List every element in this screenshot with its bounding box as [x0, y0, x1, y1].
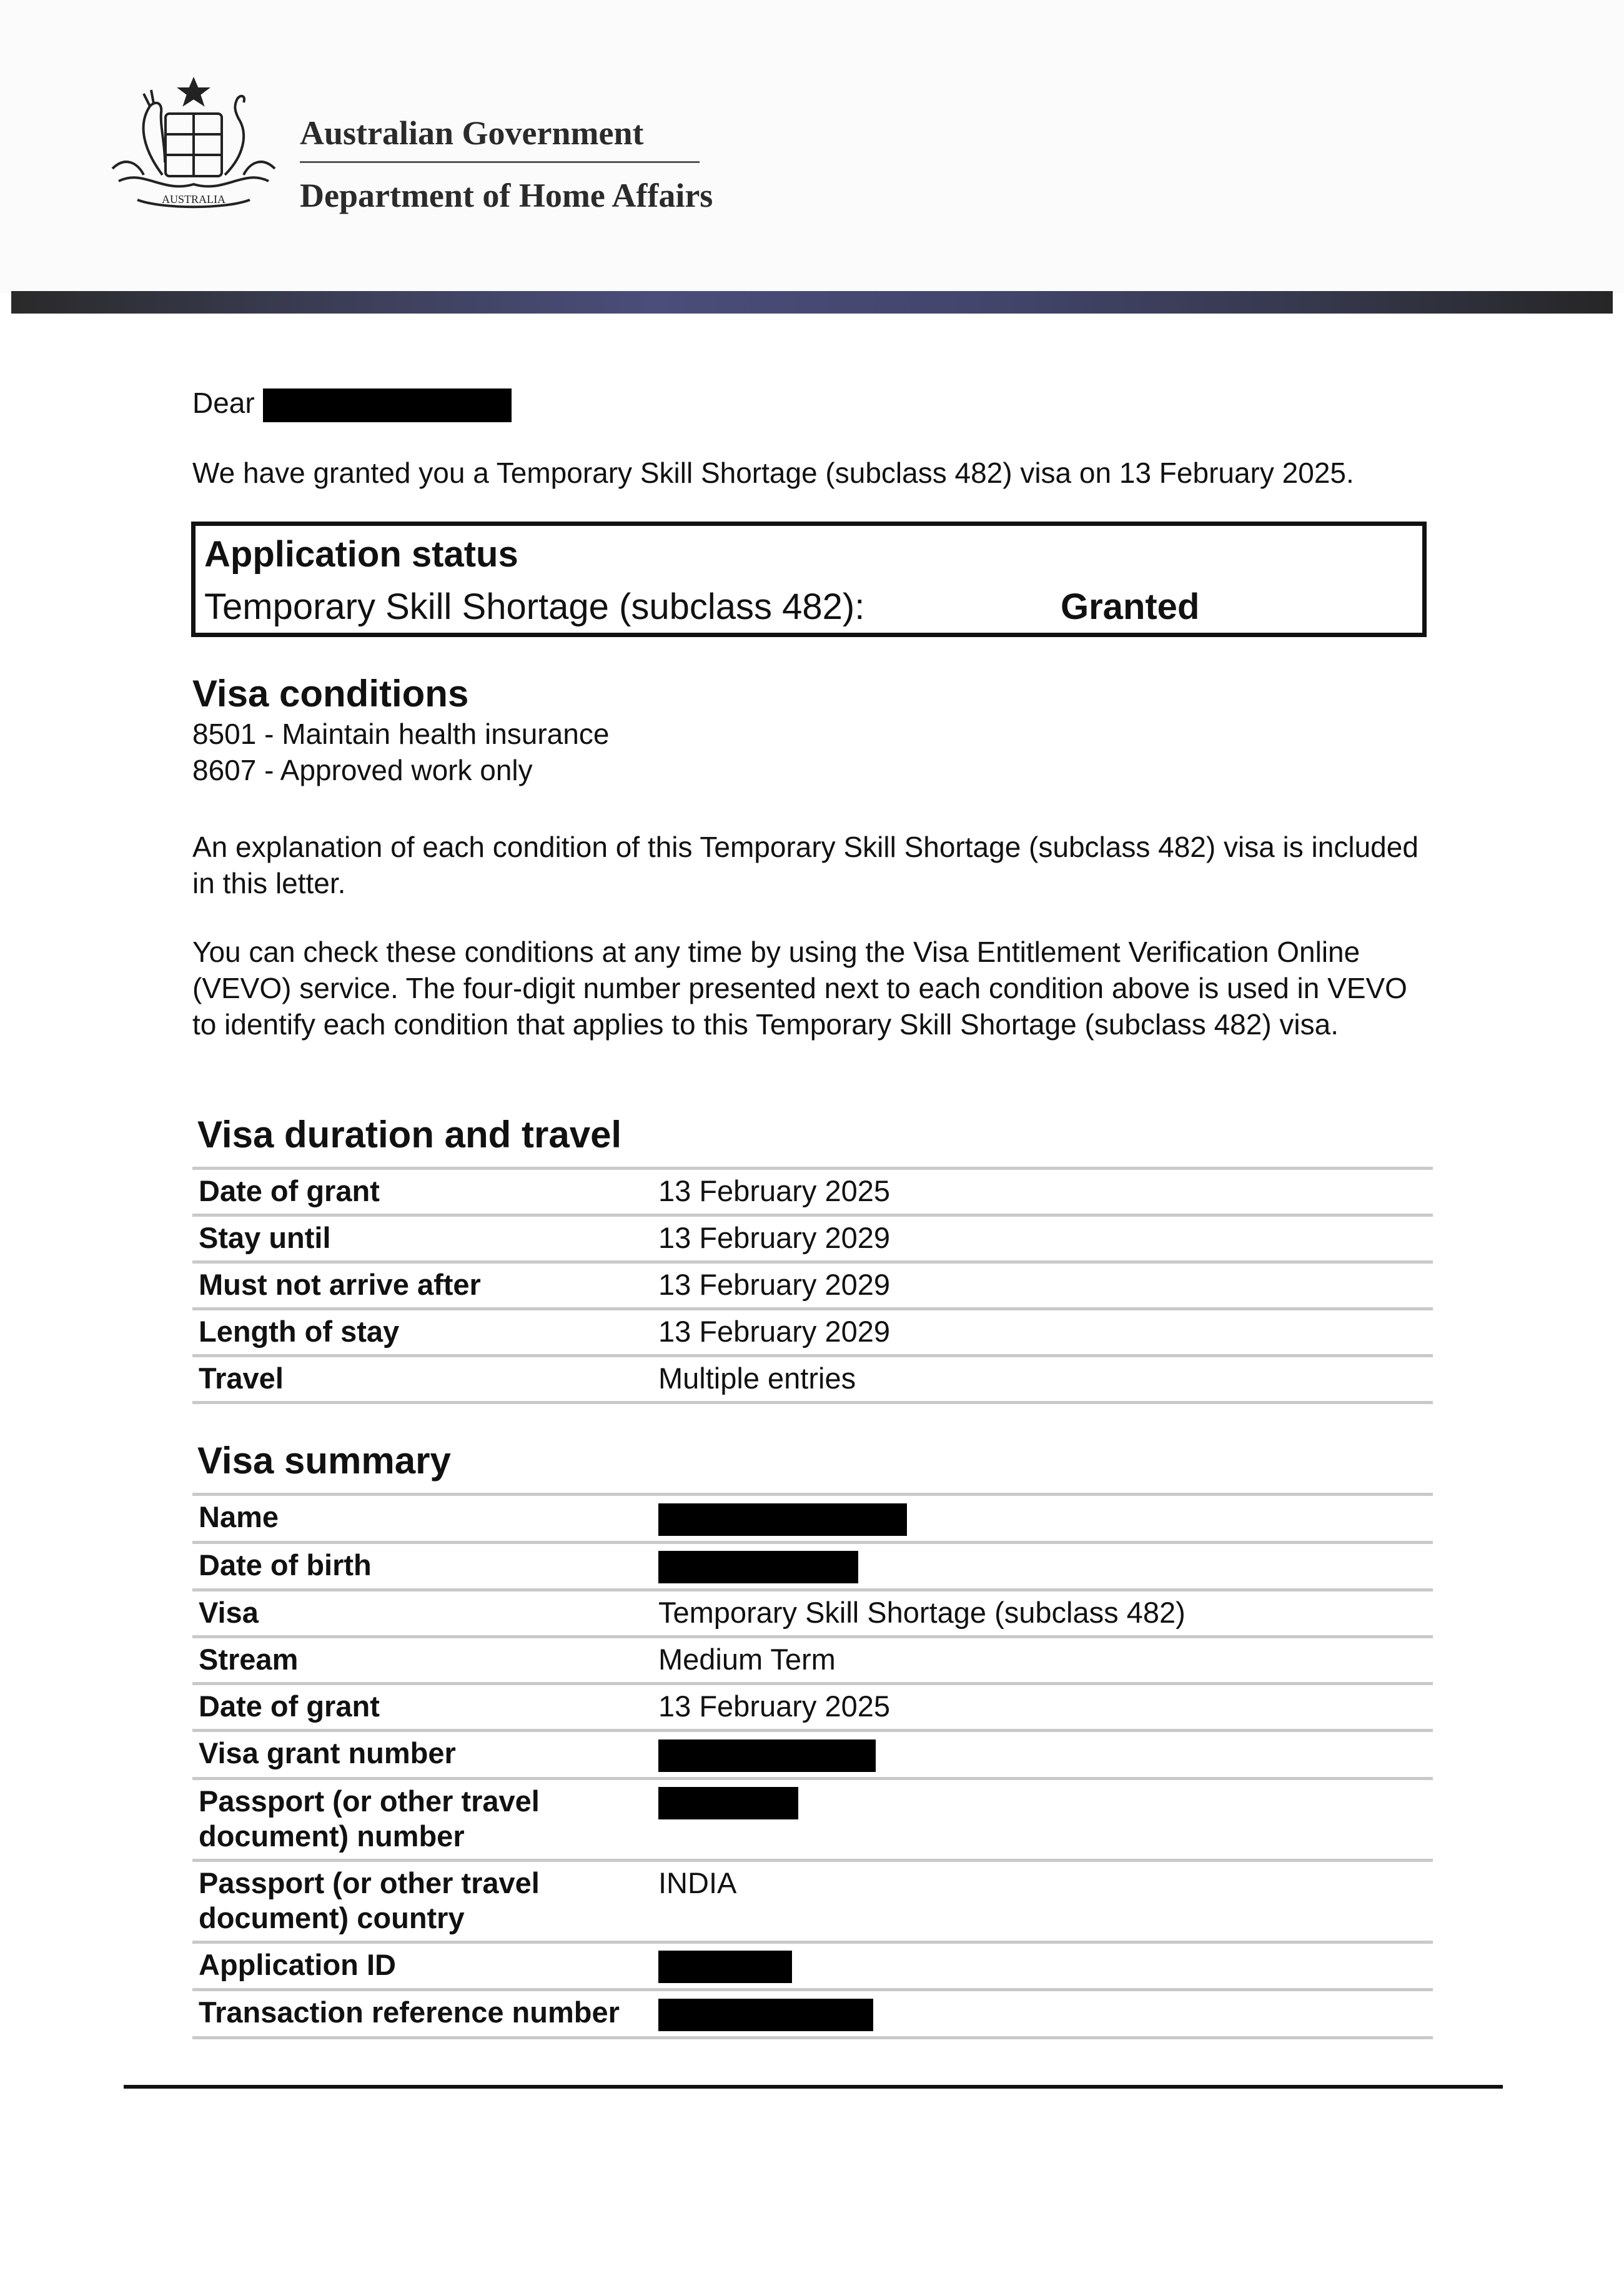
redacted-transaction-reference [658, 1999, 873, 2031]
redacted-date-of-birth [658, 1551, 858, 1583]
row-label: Date of grant [192, 1169, 652, 1215]
table-row [192, 1590, 1433, 1637]
table-row [192, 1637, 1433, 1684]
row-value [652, 1778, 1433, 1860]
application-status-box [191, 522, 1427, 637]
svg-text:AUSTRALIA: AUSTRALIA [162, 193, 225, 205]
table-row [192, 1356, 1433, 1403]
row-value: Multiple entries [652, 1356, 1433, 1403]
row-label: Travel [192, 1356, 652, 1403]
row-value: Temporary Skill Shortage (subclass 482) [652, 1590, 1433, 1637]
row-value: Medium Term [652, 1637, 1433, 1684]
table-row [192, 1169, 1433, 1215]
row-value: 13 February 2029 [652, 1309, 1433, 1356]
table-row [192, 1309, 1433, 1356]
redacted-application-id [658, 1951, 792, 1983]
coat-of-arms-icon [100, 75, 287, 219]
letterhead [0, 0, 1624, 294]
status-visa-label: Temporary Skill Shortage (subclass 482): [204, 586, 865, 627]
table-row [192, 1942, 1433, 1990]
table-row [192, 1778, 1433, 1860]
row-label: Date of grant [192, 1684, 652, 1731]
row-value: 13 February 2025 [652, 1684, 1433, 1731]
row-label: Passport (or other travel document) country [192, 1860, 652, 1942]
row-label: Visa grant number [192, 1731, 652, 1779]
table-row [192, 1990, 1433, 2038]
table-row [192, 1684, 1433, 1731]
row-label: Stream [192, 1637, 652, 1684]
row-value [652, 1942, 1433, 1990]
conditions-explanation: An explanation of each condition of this Temporary Skill Shortage (subclass 482) visa is included in this letter. [192, 831, 1419, 899]
footer-divider [124, 2085, 1503, 2089]
row-value: 13 February 2025 [652, 1169, 1433, 1215]
row-value [652, 1731, 1433, 1779]
summary-table [192, 1493, 1433, 2039]
row-label: Transaction reference number [192, 1990, 652, 2038]
redacted-passport-number [658, 1787, 798, 1819]
row-value: 13 February 2029 [652, 1262, 1433, 1309]
duration-table [192, 1167, 1433, 1404]
table-row [192, 1731, 1433, 1779]
government-name: Australian Government [300, 114, 644, 152]
condition-item: 8501 - Maintain health insurance [192, 718, 610, 750]
table-row [192, 1495, 1433, 1543]
redacted-recipient-name [263, 388, 512, 422]
summary-title: Visa summary [197, 1440, 451, 1482]
status-value: Granted [1061, 586, 1200, 627]
row-label: Must not arrive after [192, 1262, 652, 1309]
row-label: Name [192, 1495, 652, 1543]
duration-title: Visa duration and travel [197, 1114, 622, 1155]
table-row [192, 1860, 1433, 1942]
row-value: 13 February 2029 [652, 1215, 1433, 1262]
grant-intro: We have granted you a Temporary Skill Shortage (subclass 482) visa on 13 February 2025. [192, 457, 1354, 489]
row-value [652, 1990, 1433, 2038]
row-value: INDIA [652, 1860, 1433, 1942]
table-row [192, 1262, 1433, 1309]
salutation: Dear [192, 385, 1435, 422]
table-row [192, 1542, 1433, 1590]
department-name: Department of Home Affairs [300, 177, 713, 214]
header-band [11, 291, 1613, 314]
row-label: Length of stay [192, 1309, 652, 1356]
redacted-name [658, 1503, 907, 1536]
letterhead-divider [300, 161, 700, 163]
conditions-title: Visa conditions [192, 673, 469, 715]
conditions-list [192, 716, 609, 788]
condition-item: 8607 - Approved work only [192, 754, 533, 786]
row-label: Date of birth [192, 1542, 652, 1590]
table-row [192, 1215, 1433, 1262]
status-title: Application status [204, 534, 518, 575]
row-label: Passport (or other travel document) number [192, 1778, 652, 1860]
redacted-visa-grant-number [658, 1739, 876, 1772]
vevo-paragraph: You can check these conditions at any time by using the Visa Entitlement Verification Online (VEVO) service. The four-digit number presented next to each condition above is used in VEVO to identify each condition that applies to this Temporary Skill Shortage (subclass 482) visa. [192, 936, 1407, 1041]
row-label: Application ID [192, 1942, 652, 1990]
row-label: Stay until [192, 1215, 652, 1262]
row-value [652, 1495, 1433, 1543]
row-value [652, 1542, 1433, 1590]
row-label: Visa [192, 1590, 652, 1637]
